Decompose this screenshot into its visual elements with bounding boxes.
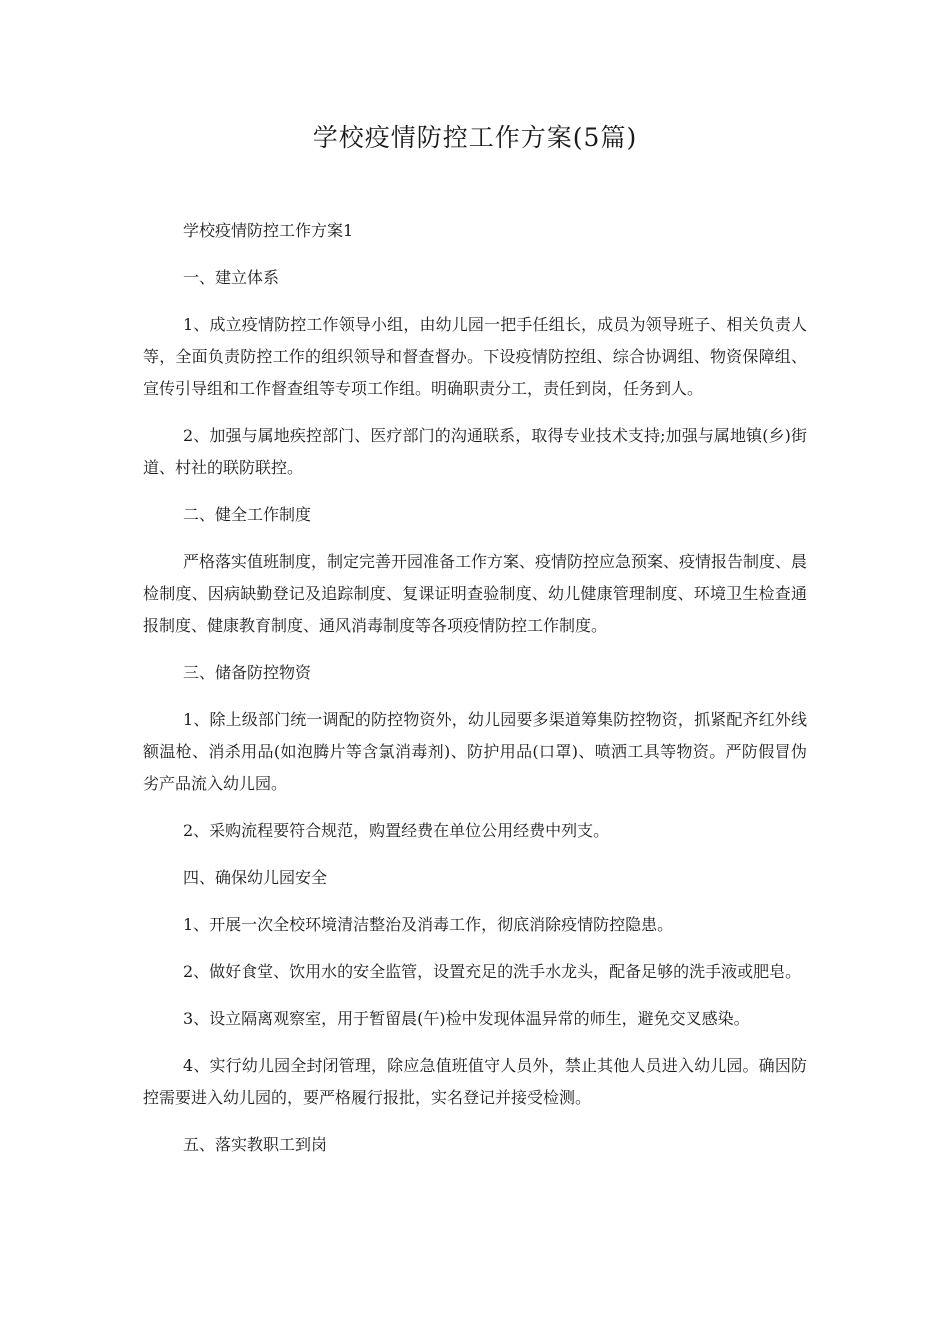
paragraph: 2、做好食堂、饮用水的安全监管，设置充足的洗手水龙头，配备足够的洗手液或肥皂。 (183, 962, 802, 981)
paragraph-heading-5: 五、落实教职工到岗 (183, 1135, 328, 1154)
paragraph: 1、成立疫情防控工作领导小组，由幼儿园一把手任组长，成员为领导班子、相关负责人等，全面负责防控工作的组织领导和督查督办。下设疫情防控组、综合协调组、物资保障组、宣传引导组和工作督查组等专项工作组。明确职责分工，责任到岗，任务到人。 (143, 315, 807, 398)
document-body (143, 215, 807, 1176)
paragraph-heading-4: 四、确保幼儿园安全 (183, 868, 328, 887)
paragraph-section-heading: 学校疫情防控工作方案1 (183, 221, 354, 240)
paragraph-heading-3: 三、储备防控物资 (183, 663, 312, 682)
paragraph: 4、实行幼儿园全封闭管理，除应急值班值守人员外，禁止其他人员进入幼儿园。确因防控需要进入幼儿园的，要严格履行报批，实名登记并接受检测。 (143, 1056, 807, 1107)
paragraph-heading-2: 二、健全工作制度 (183, 505, 312, 524)
paragraph-heading-1: 一、建立体系 (183, 268, 280, 287)
paragraph: 2、采购流程要符合规范，购置经费在单位公用经费中列支。 (183, 821, 610, 840)
paragraph: 1、除上级部门统一调配的防控物资外，幼儿园要多渠道筹集防控物资，抓紧配齐红外线额温枪、消杀用品(如泡腾片等含氯消毒剂)、防护用品(口罩)、喷洒工具等物资。严防假冒伪劣产品流入幼儿园。 (143, 710, 807, 793)
paragraph: 1、开展一次全校环境清洁整治及消毒工作，彻底消除疫情防控隐患。 (183, 915, 674, 934)
document-title: 学校疫情防控工作方案(5篇) (312, 123, 638, 152)
paragraph: 严格落实值班制度，制定完善开园准备工作方案、疫情防控应急预案、疫情报告制度、晨检制度、因病缺勤登记及追踪制度、复课证明查验制度、幼儿健康管理制度、环境卫生检查通报制度、健康教育制度、通风消毒制度等各项疫情防控工作制度。 (143, 552, 808, 635)
paragraph: 3、设立隔离观察室，用于暂留晨(午)检中发现体温异常的师生，避免交叉感染。 (183, 1009, 750, 1028)
paragraph: 2、加强与属地疾控部门、医疗部门的沟通联系，取得专业技术支持;加强与属地镇(乡)街道、村社的联防联控。 (143, 426, 807, 477)
